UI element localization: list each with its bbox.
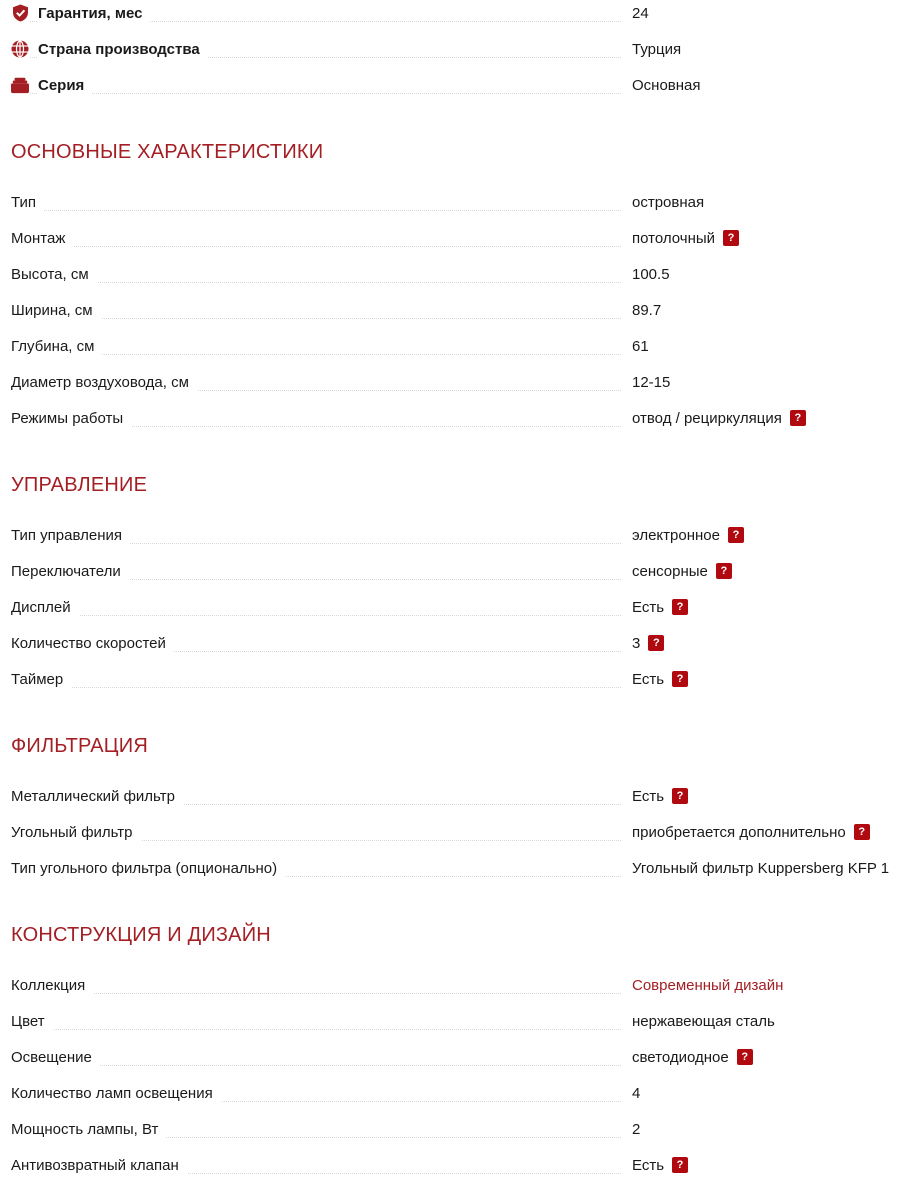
spec-row [0, 589, 907, 625]
spec-row [0, 967, 907, 1003]
spec-label: Количество скоростей [11, 635, 174, 652]
spec-row [0, 814, 907, 850]
spec-label: Переключатели [11, 563, 129, 580]
spec-row [0, 1111, 907, 1147]
spec-value: Есть ? [632, 778, 907, 814]
spec-row [0, 328, 907, 364]
section-title-filter: ФИЛЬТРАЦИЯ [11, 735, 148, 757]
spec-row [0, 661, 907, 697]
spec-value: электронное ? [632, 517, 907, 553]
spec-label: Антивозвратный клапан [11, 1157, 187, 1174]
spec-value: 3 ? [632, 625, 907, 661]
spec-label: Освещение [11, 1049, 100, 1066]
spec-value: 100.5 [632, 265, 670, 283]
help-icon[interactable]: ? [716, 563, 732, 579]
spec-label: Режимы работы [11, 410, 131, 427]
spec-label: Серия [38, 77, 92, 94]
spec-value: Турция [632, 40, 682, 58]
spec-row [0, 850, 907, 886]
spec-value: островная [632, 193, 705, 211]
spec-value: 12-15 [632, 373, 671, 391]
spec-value-link[interactable]: Современный дизайн [632, 976, 784, 994]
spec-row [0, 778, 907, 814]
help-icon[interactable]: ? [672, 1157, 688, 1173]
spec-row [0, 364, 907, 400]
help-icon[interactable]: ? [728, 527, 744, 543]
spec-value: 61 [632, 337, 649, 355]
spec-row [0, 1075, 907, 1111]
shield-check-icon [11, 4, 29, 22]
spec-label: Дисплей [11, 599, 79, 616]
help-icon[interactable]: ? [723, 230, 739, 246]
globe-icon [11, 40, 29, 58]
spec-row [0, 625, 907, 661]
help-icon[interactable]: ? [790, 410, 806, 426]
spec-label: Количество ламп освещения [11, 1085, 221, 1102]
spec-label: Металлический фильтр [11, 788, 183, 805]
spec-row [0, 400, 907, 436]
spec-value: 89.7 [632, 301, 662, 319]
spec-row [0, 184, 907, 220]
help-icon[interactable]: ? [672, 788, 688, 804]
spec-label: Цвет [11, 1013, 53, 1030]
help-icon[interactable]: ? [854, 824, 870, 840]
spec-label: Угольный фильтр [11, 824, 141, 841]
spec-label: Мощность лампы, Вт [11, 1121, 166, 1138]
spec-value: 24 [632, 4, 649, 22]
spec-value: 2 [632, 1120, 641, 1138]
spec-value: Есть ? [632, 589, 907, 625]
spec-row [0, 256, 907, 292]
help-icon[interactable]: ? [648, 635, 664, 651]
spec-row [0, 1003, 907, 1039]
spec-label: Высота, см [11, 266, 97, 283]
spec-label: Тип угольного фильтра (опционально) [11, 860, 285, 877]
spec-label: Монтаж [11, 230, 73, 247]
help-icon[interactable]: ? [672, 671, 688, 687]
spec-value: потолочный ? [632, 220, 907, 256]
spec-label: Тип управления [11, 527, 130, 544]
spec-label: Гарантия, мес [38, 5, 150, 22]
series-box-icon [11, 76, 29, 94]
spec-row [0, 292, 907, 328]
spec-value: светодиодное ? [632, 1039, 907, 1075]
spec-label: Коллекция [11, 977, 93, 994]
spec-label: Тип [11, 194, 44, 211]
spec-row-country [0, 31, 907, 67]
section-title-main: ОСНОВНЫЕ ХАРАКТЕРИСТИКИ [11, 141, 324, 163]
spec-row [0, 220, 907, 256]
spec-label: Страна производства [38, 41, 208, 58]
spec-label: Глубина, см [11, 338, 102, 355]
spec-row-warranty [0, 0, 907, 31]
spec-row [0, 1039, 907, 1075]
spec-value: Угольный фильтр Kuppersberg KFP 1 [632, 859, 890, 877]
spec-value: сенсорные ? [632, 553, 907, 589]
spec-label: Ширина, см [11, 302, 101, 319]
section-title-control: УПРАВЛЕНИЕ [11, 474, 148, 496]
spec-label: Диаметр воздуховода, см [11, 374, 197, 391]
spec-value: отвод / рециркуляция ? [632, 400, 907, 436]
spec-value: 4 [632, 1084, 641, 1102]
spec-row [0, 1147, 907, 1183]
spec-value: Есть ? [632, 661, 907, 697]
section-title-design: КОНСТРУКЦИЯ И ДИЗАЙН [11, 924, 271, 946]
spec-label: Таймер [11, 671, 71, 688]
spec-row [0, 517, 907, 553]
spec-row [0, 553, 907, 589]
spec-value: Есть ? [632, 1147, 907, 1183]
help-icon[interactable]: ? [672, 599, 688, 615]
spec-value: Основная [632, 76, 701, 94]
spec-value: нержавеющая сталь [632, 1012, 775, 1030]
help-icon[interactable]: ? [737, 1049, 753, 1065]
spec-value: приобретается дополнительно ? [632, 814, 907, 850]
spec-row-series [0, 67, 907, 103]
